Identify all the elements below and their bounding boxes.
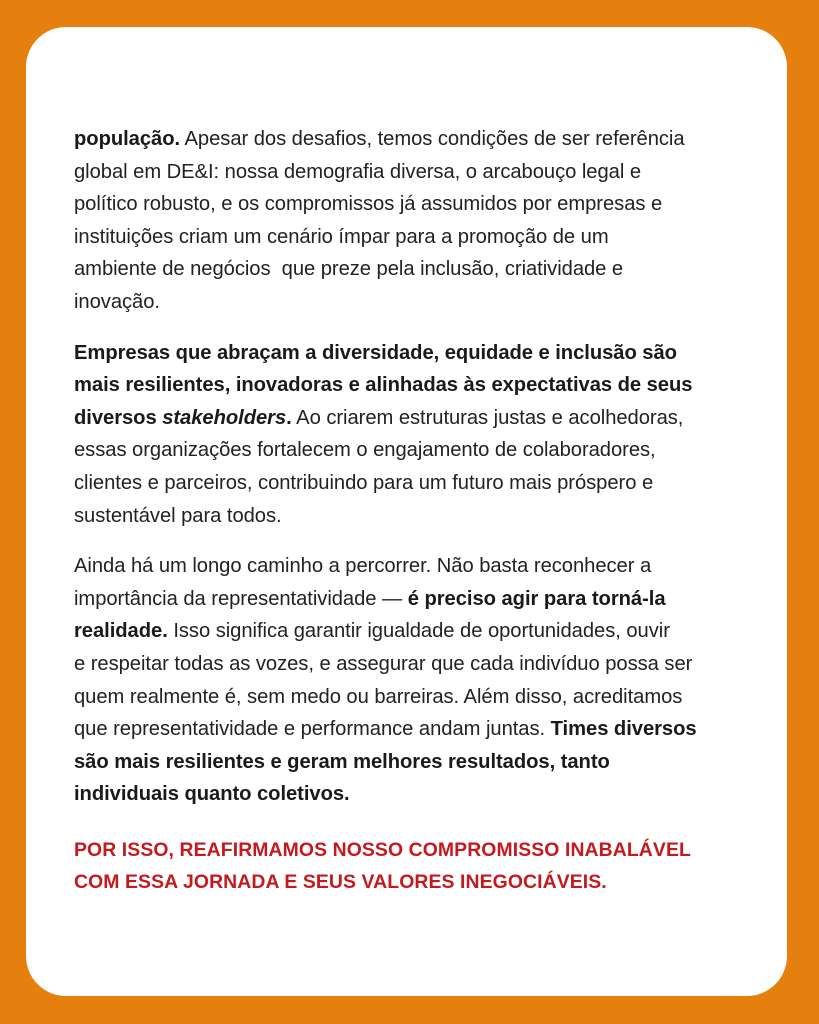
closing-line-1: POR ISSO, REAFIRMAMOS NOSSO COMPROMISSO INABALÁVEL xyxy=(74,838,691,861)
text: Isso significa garantir igualdade de oportunidades, ouvir xyxy=(167,620,670,643)
paragraph-1-line-6: inovação. xyxy=(74,290,160,313)
paragraph-1-line-4: instituições criam um cenário ímpar para a promoção de um xyxy=(74,225,609,248)
bold-text: diversos xyxy=(74,406,163,429)
paragraph-2-line-3 xyxy=(74,402,774,435)
paragraph-2-line-2 xyxy=(74,369,774,402)
text: Ao criarem estruturas justas e acolhedoras, xyxy=(291,406,684,429)
paragraph-3-line-7 xyxy=(74,746,774,779)
content-card xyxy=(26,27,787,996)
paragraph-3-line-3 xyxy=(74,615,774,648)
bold-text: Times diversos xyxy=(550,718,697,741)
bold-text: realidade. xyxy=(74,620,168,643)
bold-italic-text: stakeholders xyxy=(162,406,287,429)
paragraph-3-line-1: Ainda há um longo caminho a percorrer. Não basta reconhecer a xyxy=(74,555,652,578)
bold-text: é preciso agir para torná-la xyxy=(407,587,666,610)
paragraph-2-line-4: essas organizações fortalecem o engajamento de colaboradores, xyxy=(74,439,656,462)
paragraph-3-line-5: quem realmente é, sem medo ou barreiras. Além disso, acreditamos xyxy=(74,685,683,708)
bold-text: população. xyxy=(74,128,181,150)
text: Apesar dos desafios, temos condições de ser referência xyxy=(180,128,685,150)
paragraph-3 xyxy=(74,550,774,811)
paragraph-2-line-6: sustentável para todos. xyxy=(74,504,282,527)
paragraph-3-line-6 xyxy=(74,713,774,746)
paragraph-3-line-4: e respeitar todas as vozes, e assegurar que cada indivíduo possa ser xyxy=(74,652,693,675)
paragraph-2-line-1 xyxy=(74,337,774,370)
paragraph-1-line-1 xyxy=(74,123,774,156)
paragraph-2 xyxy=(74,337,774,533)
paragraph-3-line-8 xyxy=(74,778,774,811)
paragraph-1 xyxy=(74,123,774,319)
text: importância da representatividade — xyxy=(74,587,408,610)
bold-text: são mais resilientes e geram melhores resultados, tanto xyxy=(74,750,610,773)
bold-text: individuais quanto coletivos. xyxy=(74,783,350,806)
paragraph-1-line-5: ambiente de negócios que preze pela inclusão, criatividade e xyxy=(74,258,624,281)
closing-statement xyxy=(74,834,774,898)
paragraph-2-line-5: clientes e parceiros, contribuindo para um futuro mais próspero e xyxy=(74,471,654,494)
bold-text: mais resilientes, inovadoras e alinhadas às expectativas de seus xyxy=(74,374,693,397)
paragraph-3-line-2 xyxy=(74,583,774,616)
paragraph-1-line-2: global em DE&I: nossa demografia diversa, o arcabouço legal e xyxy=(74,160,642,183)
bold-text: Empresas que abraçam a diversidade, equidade e inclusão são xyxy=(74,341,677,364)
bold-text: . xyxy=(286,406,292,429)
text: que representatividade e performance andam juntas. xyxy=(74,718,551,741)
article-body xyxy=(74,123,774,917)
paragraph-1-line-3: político robusto, e os compromissos já assumidos por empresas e xyxy=(74,193,663,216)
closing-line-2: COM ESSA JORNADA E SEUS VALORES INEGOCIÁVEIS. xyxy=(74,870,607,893)
